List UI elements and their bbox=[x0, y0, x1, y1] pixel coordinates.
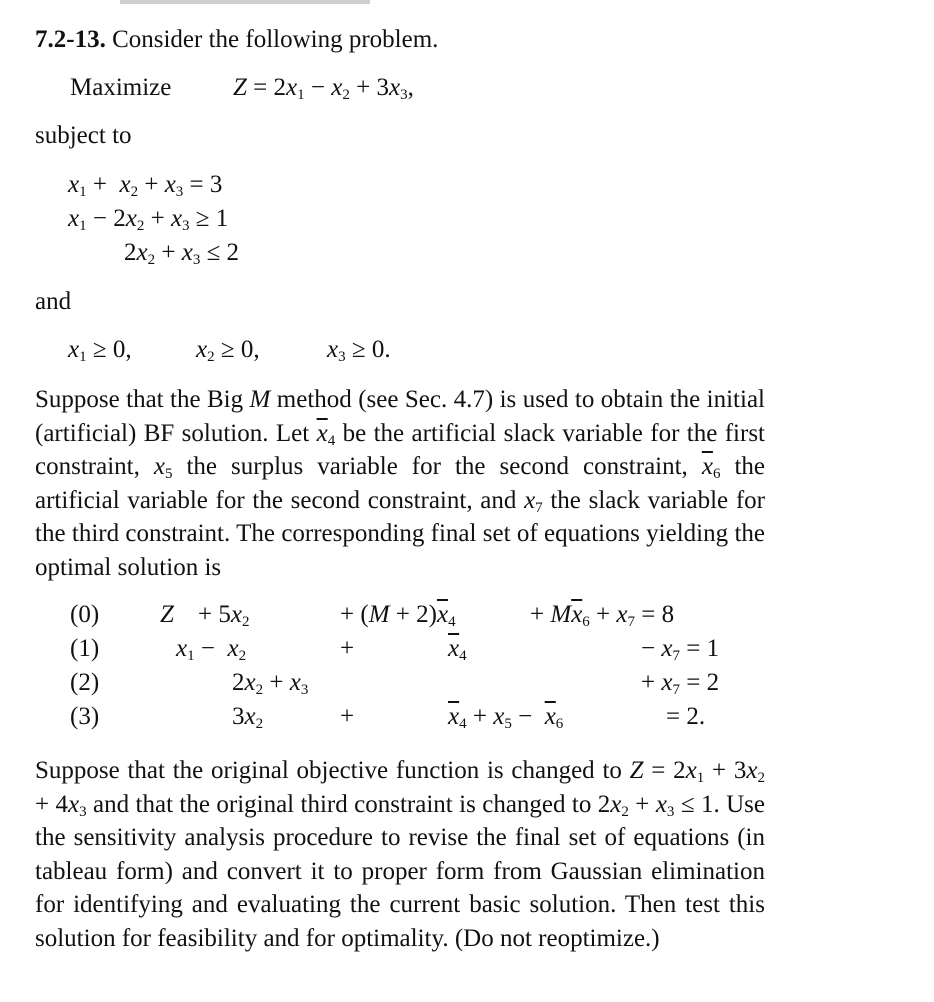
eq-label-2: (2) bbox=[70, 669, 100, 696]
eq-label-3: (3) bbox=[70, 703, 100, 730]
eq-label-0: (0) bbox=[70, 601, 100, 628]
eq2-rhs: + $x_7 = 2$ bbox=[641, 669, 720, 698]
subject-to-label: subject to bbox=[35, 122, 132, 149]
and-label: and bbox=[35, 288, 72, 315]
eq-label-1: (1) bbox=[70, 635, 100, 662]
constraint-3: $2x_2 + x_3 \le 2$ bbox=[124, 239, 240, 268]
nonneg-x2: $x_2 \ge 0$, bbox=[196, 336, 260, 365]
eq1-rhs: − $x_7 = 1$ bbox=[641, 635, 720, 664]
problem-heading bbox=[35, 26, 438, 54]
paragraph-big-m: Suppose that the Big M method (see Sec. 4.7) is used to obtain the initial (artificial) BF solution. Let $\overline{x}_4$ be the artificial slack variable for the first constraint, $x_5$ the surplus variable for the second constraint, $\overline{x}_6$ the artificial variable for the second constraint, and $x_7$ the slack variable for the third constraint. The corresponding final set of equations yielding the optimal solution is bbox=[35, 386, 765, 581]
eq0-rhs: + $M\overline{x}_6 + x_7 = 8$ bbox=[530, 601, 675, 630]
constraint-2: $x_1 - 2x_2 + x_3 \ge 1$ bbox=[68, 205, 229, 234]
cropped-previous-text bbox=[120, 0, 370, 4]
eq3-plus: + bbox=[340, 703, 355, 730]
problem-intro: Consider the following problem. bbox=[112, 26, 439, 53]
paragraph-sensitivity: Suppose that the original objective function is changed to $Z = 2x_1 + 3x_2 + 4x_3$ and that the original third constraint is changed to $2x_2 + x_3 \le 1$. Use the sensitivity analysis procedure to revise the final set of equations (in tableau form) and convert it to proper form from Gaussian elimination for identifying and evaluating the current basic solution. Then test this solution for feasibility and for optimality. (Do not reoptimize.) bbox=[35, 757, 765, 952]
nonneg-x3: $x_3 \ge 0$. bbox=[327, 336, 391, 365]
eq0-x2-term: + $5x_2$ bbox=[198, 601, 250, 630]
maximize-label: Maximize bbox=[70, 74, 172, 101]
problem-number: 7.2-13. bbox=[35, 26, 106, 53]
eq3-x2-term: $3x_2$ bbox=[232, 703, 264, 732]
eq0-x4-term: + $(M + 2)\overline{x}_4$ bbox=[340, 601, 456, 630]
eq1-plus: + bbox=[340, 635, 355, 662]
eq3-rhs: = 2. bbox=[666, 703, 706, 730]
eq1-x4: $\overline{x}_4$ bbox=[448, 635, 467, 664]
eq2-lhs: $2x_2 + x_3$ bbox=[232, 669, 309, 698]
nonneg-x1: $x_1 \ge 0$, bbox=[68, 336, 132, 365]
eq0-z: Z bbox=[160, 601, 174, 628]
constraint-1: $x_1 + x_2 + x_3 = 3$ bbox=[68, 171, 223, 200]
objective-function: $Z = 2x_1 - x_2 + 3x_3$, bbox=[233, 74, 414, 103]
eq1-x1-x2: $x_1 - x_2$ bbox=[176, 635, 247, 664]
eq3-middle: $\overline{x}_4 + x_5 - \overline{x}_6$ bbox=[448, 703, 564, 732]
